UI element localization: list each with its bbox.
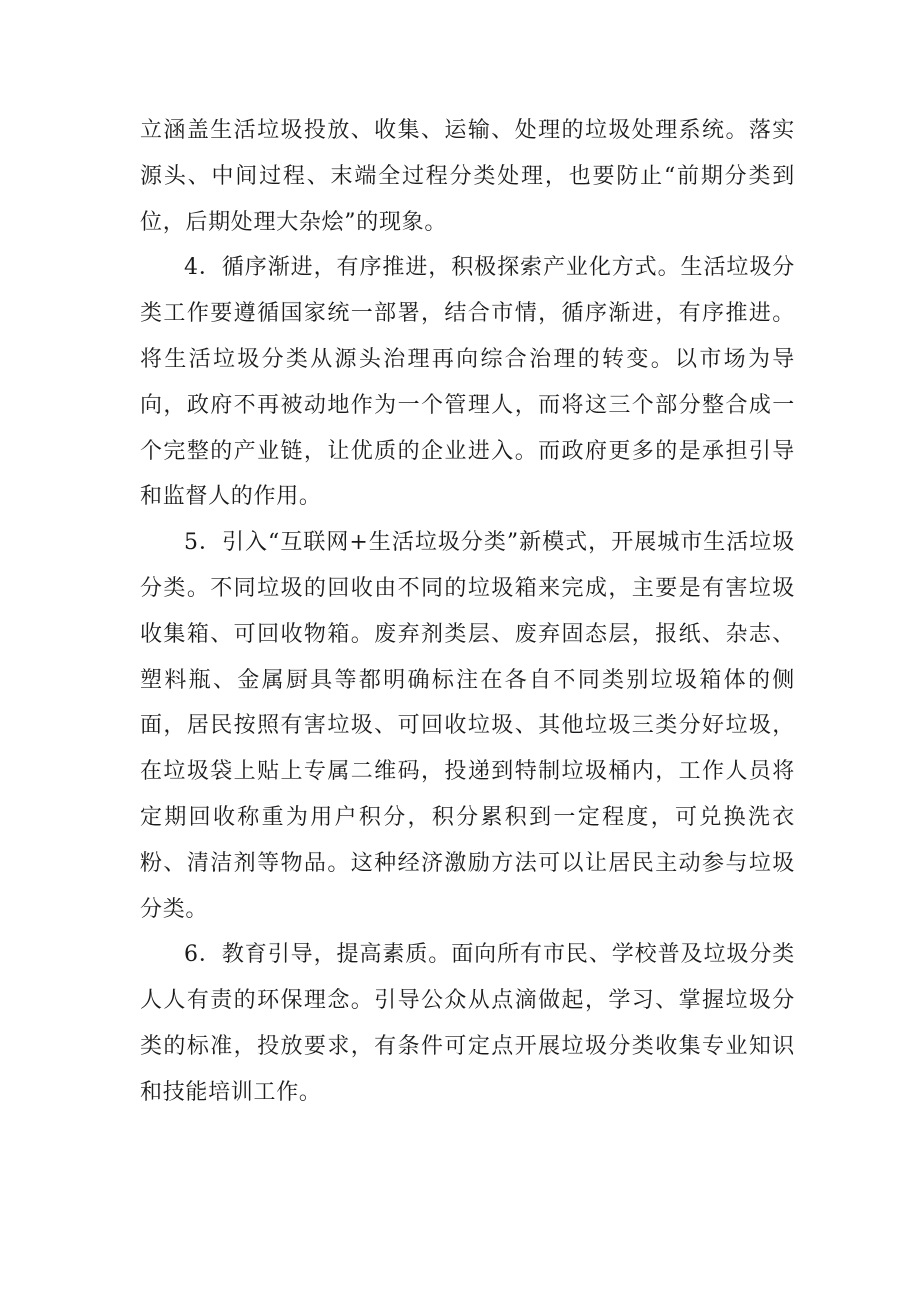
- paragraph-item-6: 6．教育引导，提高素质。面向所有市民、学校普及垃圾分类人人有责的环保理念。引导公众从点滴做起，学习、掌握垃圾分类的标准，投放要求，有条件可定点开展垃圾分类收集专业知识和技能培训工作。: [140, 942, 795, 1105]
- paragraph-continuation: 立涵盖生活垃圾投放、收集、运输、处理的垃圾处理系统。落实源头、中间过程、末端全过程分类处理，也要防止“前期分类到位，后期处理大杂烩”的现象。: [140, 118, 795, 235]
- paragraph-item-5: 5．引入“互联网+生活垃圾分类”新模式，开展城市生活垃圾分类。不同垃圾的回收由不同的垃圾箱来完成，主要是有害垃圾收集箱、可回收物箱。废弃剂类层、废弃固态层，报纸、杂志、塑料瓶、金属厨具等都明确标注在各自不同类别垃圾箱体的侧面，居民按照有害垃圾、可回收垃圾、其他垃圾三类分好垃圾，在垃圾袋上贴上专属二维码，投递到特制垃圾桶内，工作人员将定期回收称重为用户积分，积分累积到一定程度，可兑换洗衣粉、清洁剂等物品。这种经济激励方法可以让居民主动参与垃圾分类。: [140, 530, 795, 922]
- document-body: [140, 108, 795, 1116]
- paragraph-item-4: 4．循序渐进，有序推进，积极探索产业化方式。生活垃圾分类工作要遵循国家统一部署，结合市情，循序渐进，有序推进。将生活垃圾分类从源头治理再向综合治理的转变。以市场为导向，政府不再被动地作为一个管理人，而将这三个部分整合成一个完整的产业链，让优质的企业进入。而政府更多的是承担引导和监督人的作用。: [140, 255, 795, 510]
